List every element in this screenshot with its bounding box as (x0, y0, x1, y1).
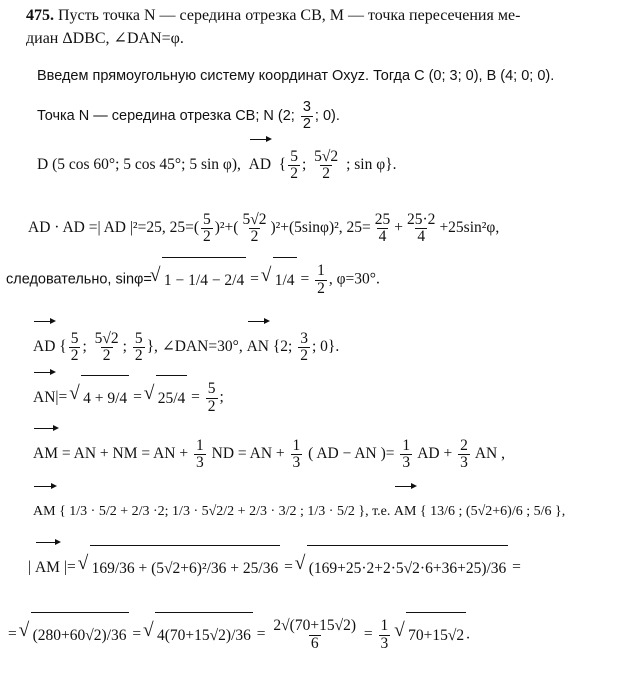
am-expression-line: AM = AN + NM = AN + $\frac{1}{3}$ ND = AN + $\frac{1}{3}$ ( AD − AN )= $\frac{1}{3}$ AD + $\frac{2}{3}$ AN , (33, 432, 505, 476)
n-point-line: Точка N — середина отрезка CB; N (2; $\frac{3}{2}$ ; 0). (37, 98, 340, 132)
n-frac: $\frac{3}{2}$ (302, 98, 311, 132)
equation-1: AD · AD =| AD |²=25, 25=( $\frac{5}{2}$ )²+( $\frac{5√2}{2}$ )²+(5sinφ)², 25= $\frac{25}{4}$ + $\frac{25\cdot 2}{4}$ +25sin²φ, (28, 210, 500, 245)
problem-statement-1: 475. Пусть точка N — середина отрезка CB, M — точка пересечения ме- (26, 7, 521, 24)
an-vector: AN (247, 325, 269, 369)
am-coords-line: AM { 1/3 · 5/2 + 2/3 ·2; 1/3 · 5√2/2 + 2/3 · 3/2 ; 1/3 · 5/2 }, т.е. AM { 13/6 ; (5√2+6)/6 ; 5/6 }, (33, 490, 565, 534)
final-line: = √ (280+60√2)/36 = √ 4(70+15√2)/36 = $\frac{2√(70+15√2)}{6}$ = $\frac{1}{3}$ √ 70+15√2 . (8, 612, 470, 656)
an-length-line: AN|= √ 4 + 9/4 = √ 25/4 = $\frac{5}{2}$ ; (33, 375, 224, 419)
ad-vector: AD (249, 143, 271, 187)
intro-line: Введем прямоугольную систему координат Oxyz. Тогда C (0; 3; 0), B (4; 0; 0). (37, 68, 555, 84)
am-length-line: | AM |= √ 169/36 + (5√2+6)²/36 + 25/36 = √ (169+25·2+2·5√2·6+36+25)/36 = (28, 545, 521, 589)
problem-number: 475. (26, 7, 54, 24)
ad-an-line: AD { $\frac{5}{2}$ ; $\frac{5√2}{2}$ ; $\frac{5}{2}$ }, ∠DAN=30°, AN {2; $\frac{3}{2}$ ; 0}. (33, 325, 339, 369)
problem-statement-2: диан ΔDBC, ∠DAN=φ. (26, 30, 184, 47)
d-point-line: D (5 cos 60°; 5 cos 45°; 5 sin φ), AD { $\frac{5}{2}$ ; $\frac{5√2}{2}$ ; sin φ}. (37, 143, 396, 187)
sinphi-line: следовательно, sinφ=√ 1 − 1/4 − 2/4 = √ 1/4 = $\frac{1}{2}$ , φ=30°. (6, 257, 380, 301)
